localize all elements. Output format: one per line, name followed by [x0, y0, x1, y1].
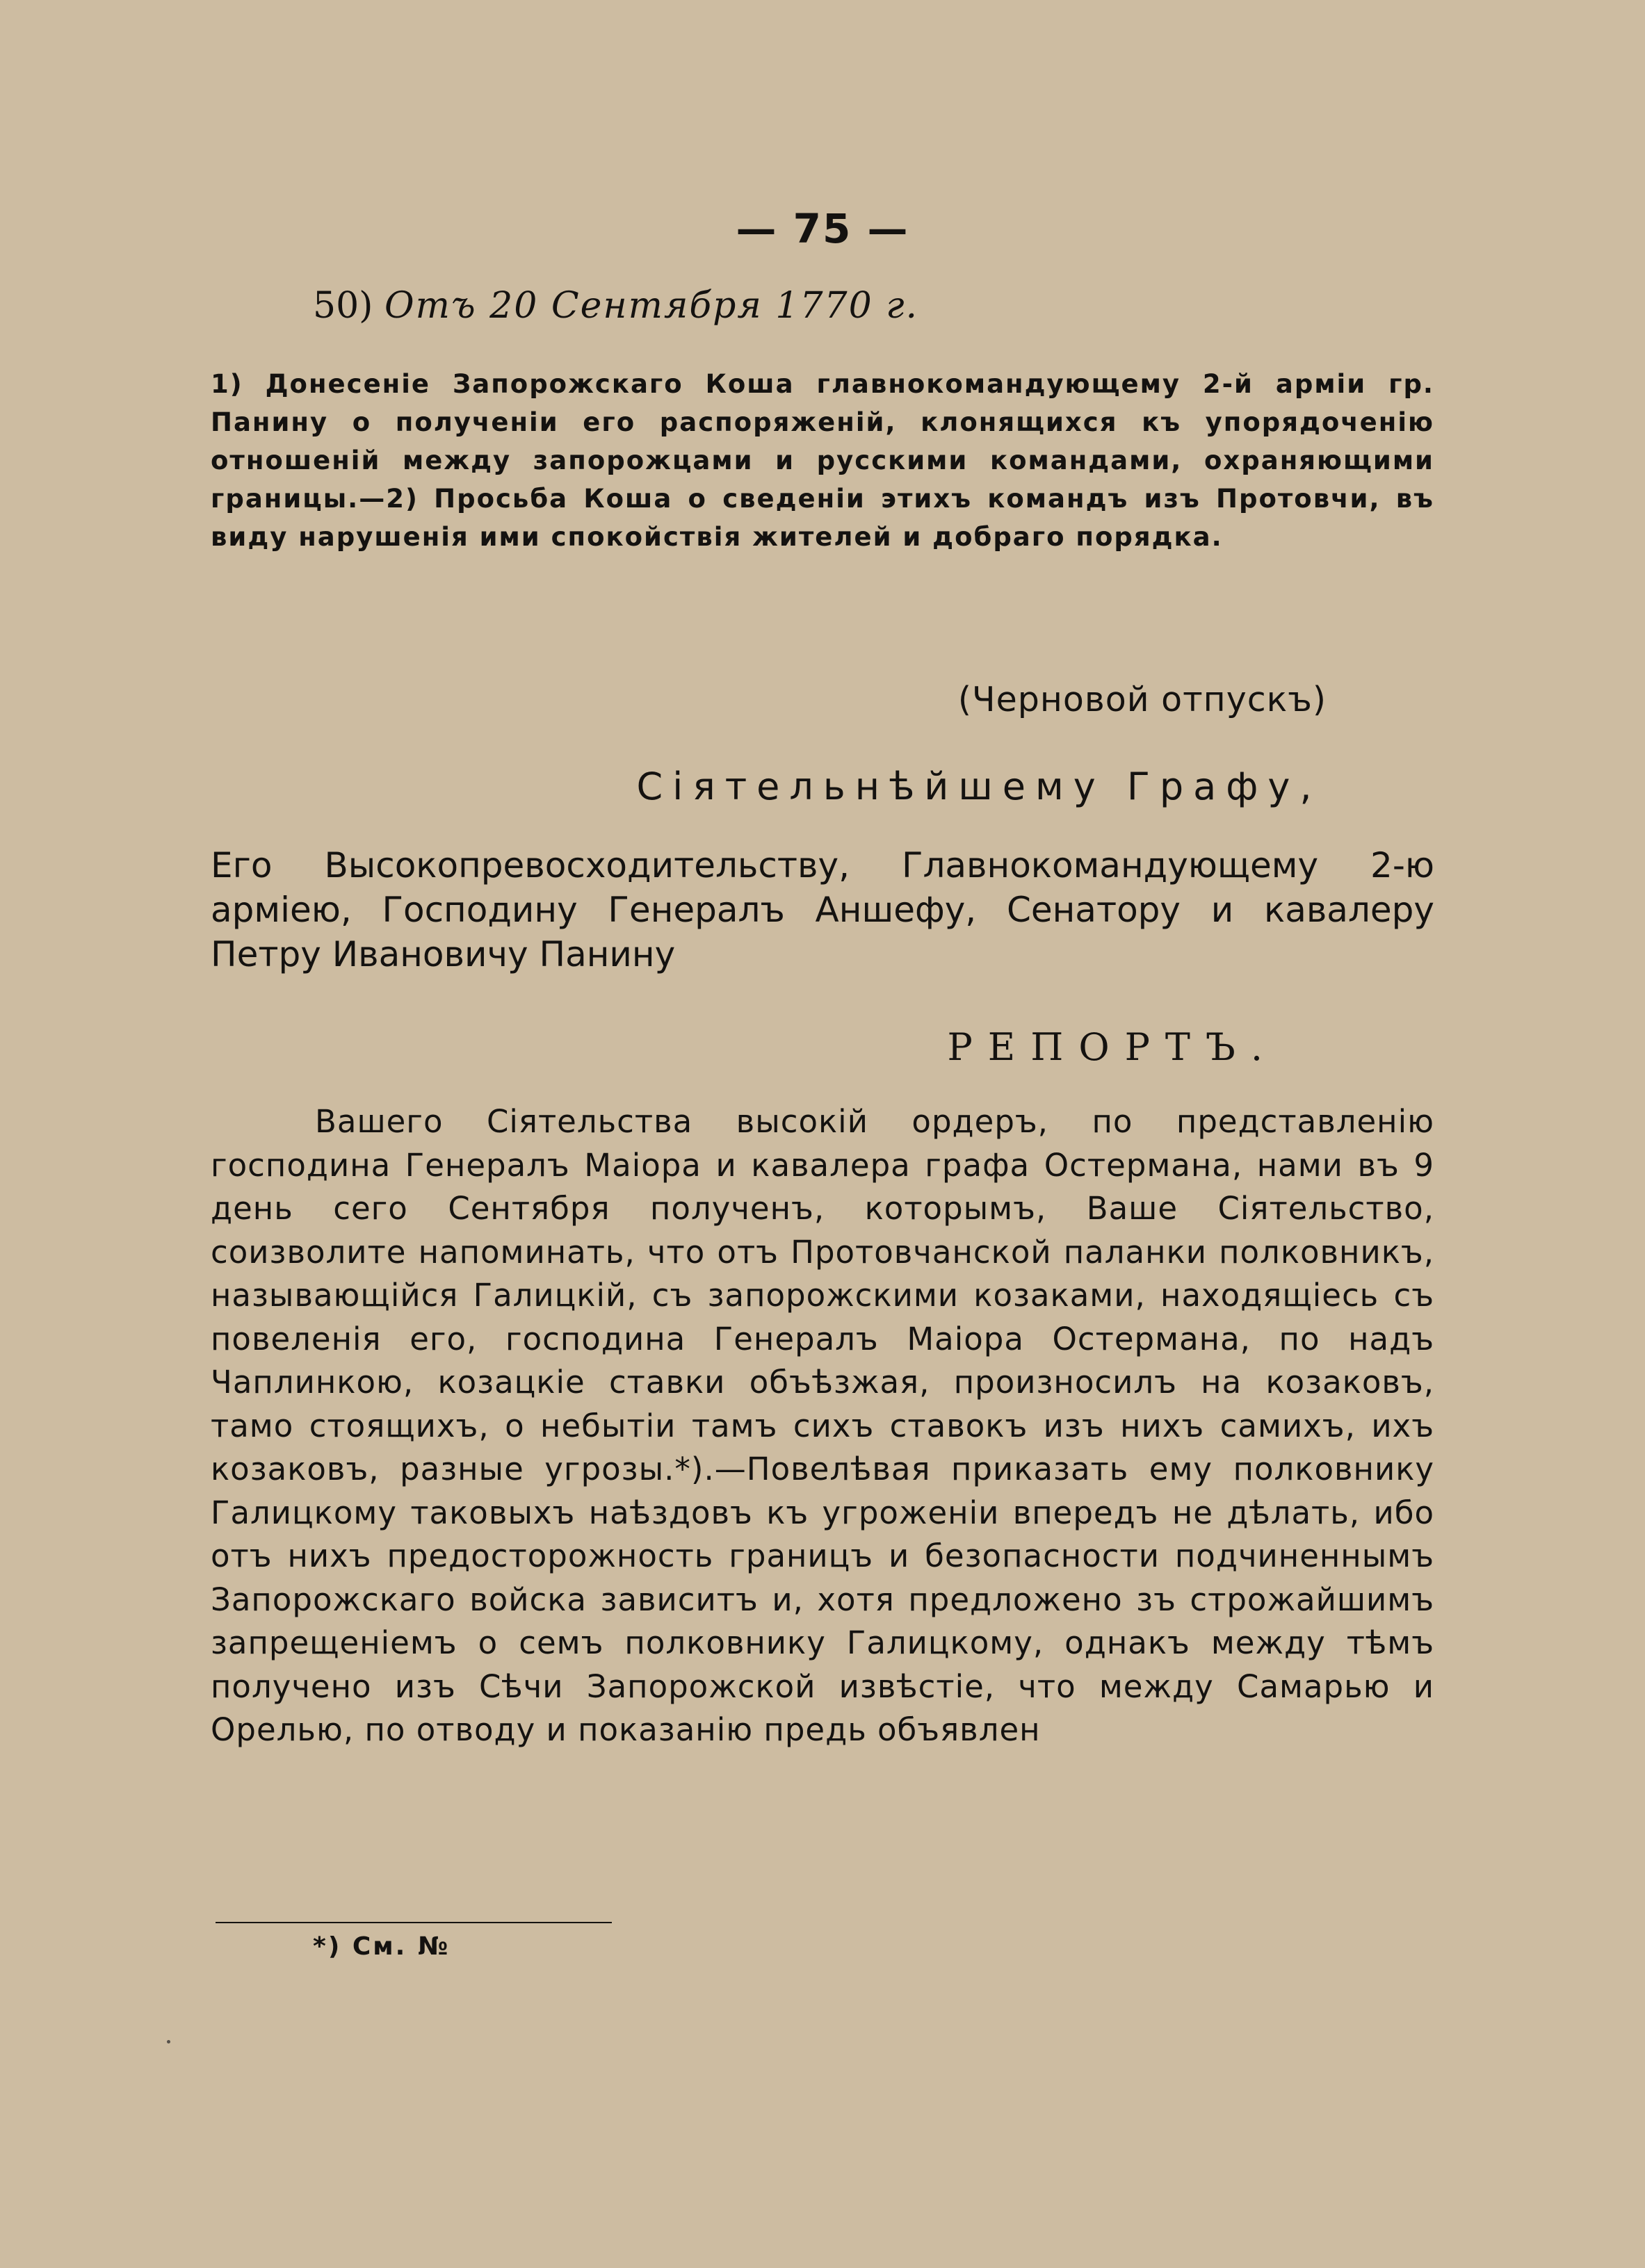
scan-speck: [167, 2040, 170, 2043]
document-number: 50): [313, 285, 373, 327]
document-heading: [313, 285, 918, 327]
page-number: — 75 —: [736, 205, 909, 252]
salutation: Сіятельнѣйшему Графу,: [636, 765, 1322, 808]
addressee: Его Высокопревосходительству, Главнокомандующему 2-ю арміею, Господину Генералъ Аншефу, Сенатору и кавалеру Петру Ивановичу Панину: [211, 845, 1434, 974]
report-title: РЕПОРТЪ.: [947, 1025, 1278, 1069]
footnote-divider: [216, 1922, 612, 1923]
document-date: Отъ 20 Сентября 1770 г.: [384, 285, 919, 327]
document-summary: 1) Донесеніе Запорожскаго Коша главнокомандующему 2-й арміи гр. Панину о полученіи его распоряженій, клонящихся къ упорядоченію отношеній между запорожцами и русскими командами, охраняющими границы.—2) Просьба Коша о сведеніи этихъ командъ изъ Протовчи, въ виду нарушенія ими спокойствія жителей и добраго порядка.: [211, 369, 1434, 552]
report-body: Вашего Сіятельства высокій ордеръ, по представленію господина Генералъ Маіора и кавалера графа Остермана, нами въ 9 день сего Сентября полученъ, которымъ, Ваше Сіятельство, соизволите напоминать, что отъ Протовчанской паланки полковникъ, называющійся Галицкій, съ запорожскими козаками, находящіесь съ повеленія его, господина Генералъ Маіора Остермана, по надъ Чаплинкою, козацкіе ставки объѣзжая, произносилъ на козаковъ, тамо стоящихъ, о небытіи тамъ сихъ ставокъ изъ нихъ самихъ, ихъ козаковъ, разные угрозы.*).—Повелѣвая приказать ему полковнику Галицкому таковыхъ наѣздовъ къ угроженіи впередъ не дѣлать, ибо отъ нихъ предосторожность границъ и безопасности подчиненнымъ Запорожскаго войска зависитъ и, хотя предложено зъ строжайшимъ запрещеніемъ о семъ полковнику Галицкому, однакъ между тѣмъ получено изъ Сѣчи Запорожской извѣстіе, что между Самарью и Орелью, по отводу и показанію предь объявлен: [211, 1103, 1434, 1748]
draft-note: (Черновой отпускъ): [957, 680, 1327, 719]
footnote: *) См. №: [313, 1932, 451, 1961]
